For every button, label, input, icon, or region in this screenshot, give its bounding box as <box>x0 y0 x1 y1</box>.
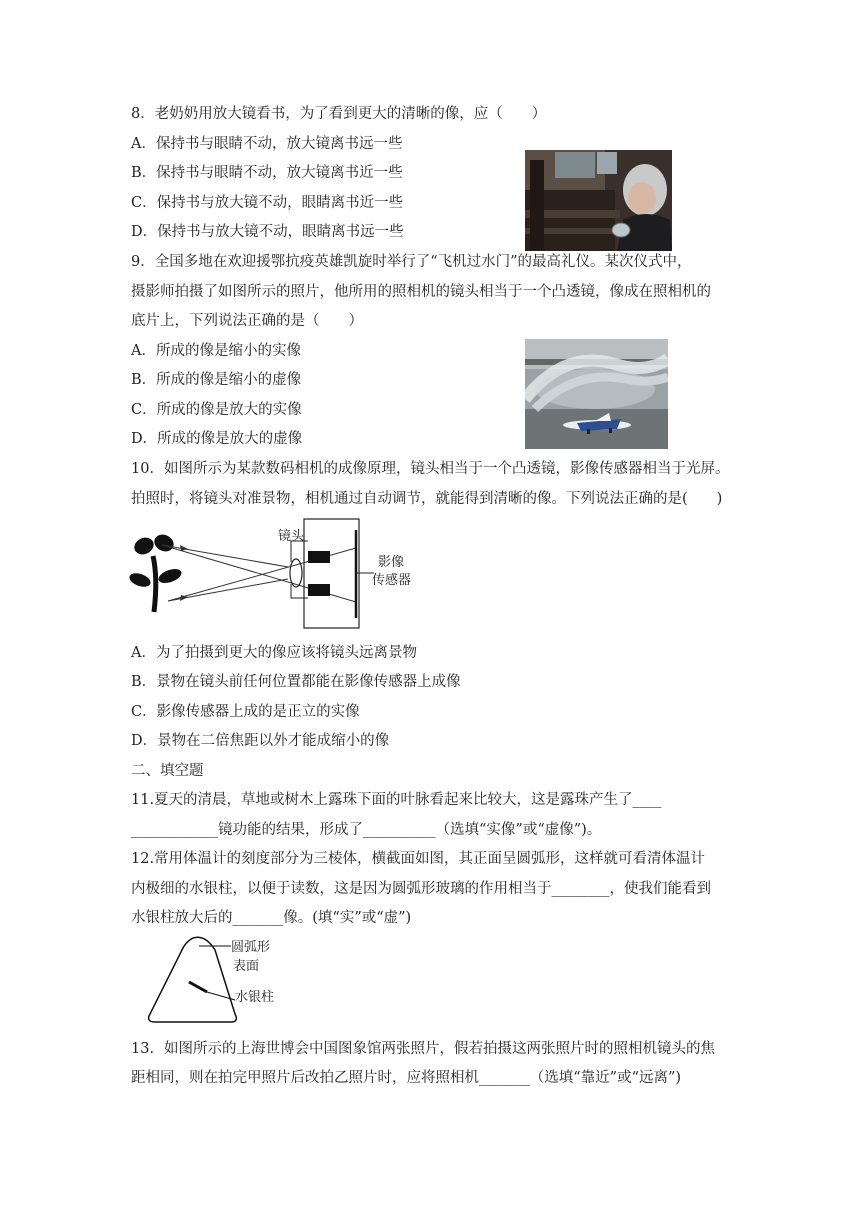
q8-stem: 8．老奶奶用放大镜看书，为了看到更大的清晰的像，应（ ） <box>131 106 547 122</box>
q9-option-c: C．所成的像是放大的实像 <box>131 402 302 418</box>
lens-label: 镜头 <box>278 529 305 544</box>
q10-option-a: A．为了拍摄到更大的像应该将镜头远离景物 <box>131 645 417 661</box>
sensor-label-2: 传感器 <box>372 573 412 588</box>
q9-option-d: D．所成的像是放大的虚像 <box>131 431 303 447</box>
q12-line-3: 水银柱放大后的_______像。(填“实”或“虚”) <box>131 910 412 926</box>
q10-option-b: B．景物在镜头前任何位置都能在影像传感器上成像 <box>131 674 461 690</box>
arc-surface-label-2: 表面 <box>233 959 260 974</box>
grandma-reading-photo <box>525 150 672 251</box>
camera-imaging-diagram <box>128 518 428 630</box>
q9-stem-line-3: 底片上，下列说法正确的是（ ） <box>131 313 363 329</box>
q13-line-2: 距相同，则在拍完甲照片后改拍乙照片时，应将照相机_______（选填“靠近”或“远离”) <box>131 1070 682 1086</box>
q12-line-1: 12.常用体温计的刻度部分为三棱体，横截面如图，其正面呈圆弧形，这样就可看清体温计 <box>131 851 706 867</box>
q8-option-b: B．保持书与眼睛不动，放大镜离书近一些 <box>131 165 403 181</box>
q10-stem-line-2: 拍照时，将镜头对准景物，相机通过自动调节，就能得到清晰的像。下列说法正确的是( ) <box>131 491 723 507</box>
sensor-label-1: 影像 <box>378 555 405 570</box>
section-title-fill-blank: 二、填空题 <box>131 763 204 779</box>
q9-stem-line-2: 摄影师拍摄了如图所示的照片，他所用的照相机的镜头相当于一个凸透镜，像成在照相机的 <box>131 284 711 300</box>
q10-option-d: D．景物在二倍焦距以外才能成缩小的像 <box>131 733 390 749</box>
mercury-column-label: 水银柱 <box>235 990 275 1005</box>
q10-option-c: C．影像传感器上成的是正立的实像 <box>131 704 360 720</box>
q11-line-2: ____________镜功能的结果，形成了__________（选填“实像”或“虚像”)。 <box>131 822 602 838</box>
q9-option-a: A．所成的像是缩小的实像 <box>131 343 301 359</box>
thermometer-cross-section-diagram <box>145 934 285 1026</box>
q11-line-1: 11.夏天的清晨，草地或树木上露珠下面的叶脉看起来比较大，这是露珠产生了____ <box>131 792 662 808</box>
q9-stem-line-1: 9．全国多地在欢迎援鄂抗疫英雄凯旋时举行了“飞机过水门”的最高礼仪。某次仪式中， <box>131 254 692 270</box>
arc-surface-label-1: 圆弧形 <box>231 940 271 955</box>
q13-line-1: 13．如图所示的上海世博会中国图象馆两张照片，假若拍摄这两张照片时的照相机镜头的焦 <box>131 1041 715 1057</box>
q9-option-b: B．所成的像是缩小的虚像 <box>131 372 302 388</box>
q12-line-2: 内极细的水银柱，以便于读数，这是因为圆弧形玻璃的作用相当于________，使我们能看到 <box>131 881 711 897</box>
q8-option-a: A．保持书与眼睛不动，放大镜离书远一些 <box>131 136 403 152</box>
q8-option-c: C．保持书与放大镜不动，眼睛离书近一些 <box>131 195 404 211</box>
airplane-water-salute-photo <box>525 339 668 449</box>
q10-stem-line-1: 10．如图所示为某款数码相机的成像原理，镜头相当于一个凸透镜，影像传感器相当于光屏。 <box>131 461 730 477</box>
q8-option-d: D．保持书与放大镜不动，眼睛离书远一些 <box>131 224 404 240</box>
